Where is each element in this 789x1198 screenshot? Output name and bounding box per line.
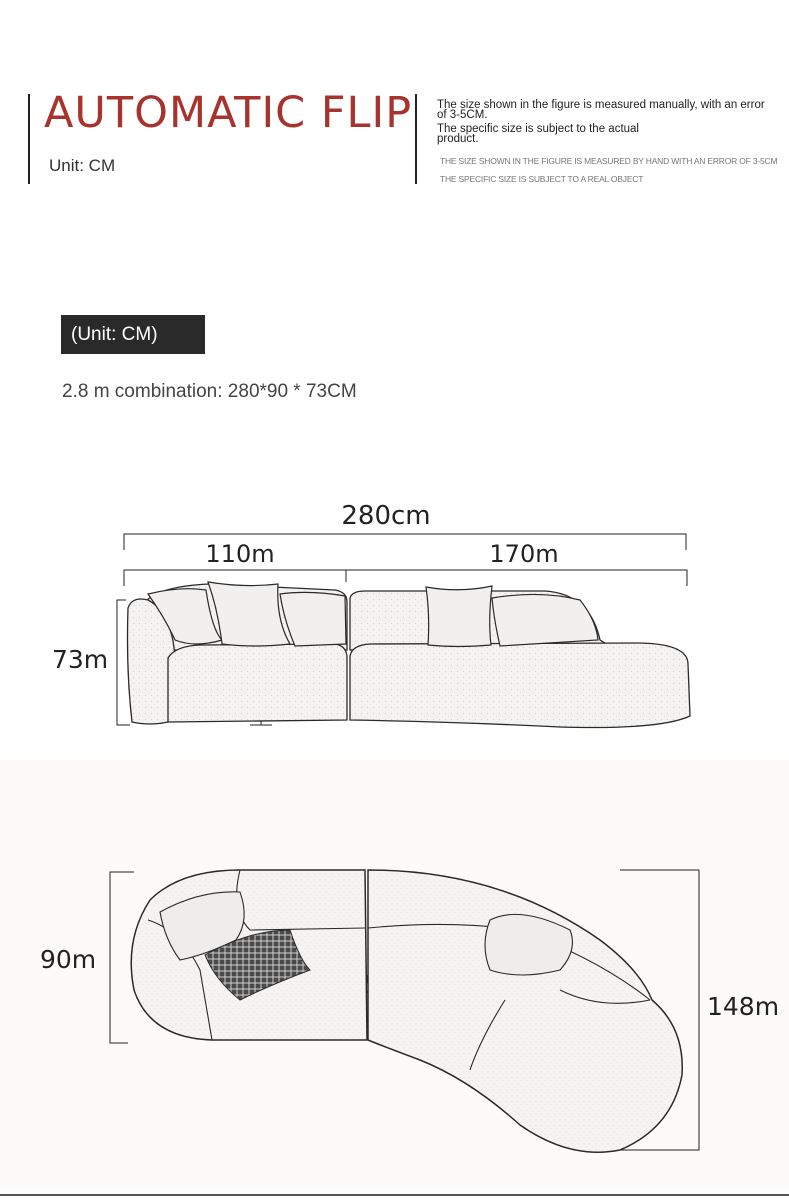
note-line-4: product. — [437, 133, 479, 145]
sofa-front-view — [0, 490, 789, 750]
unit-badge: (Unit: CM) — [61, 315, 205, 354]
front-height: 73m — [52, 645, 109, 674]
note-line-2: of 3-5CM. — [437, 109, 488, 121]
header-left-rule — [28, 94, 30, 184]
front-left-width: 110m — [205, 540, 275, 568]
sofa-top-view — [0, 860, 789, 1160]
top-chaise-depth: 148m — [707, 992, 780, 1021]
page-title: AUTOMATIC FLIP — [44, 88, 413, 138]
combination-spec: 2.8 m combination: 280*90 * 73CM — [62, 381, 357, 402]
front-total-width: 280cm — [341, 501, 431, 531]
note-line-3: The specific size is subject to the actual — [437, 123, 639, 135]
top-depth: 90m — [40, 945, 97, 974]
unit-label: Unit: CM — [49, 156, 116, 175]
header-divider — [415, 94, 417, 184]
note-small-2: THE SPECIFIC SIZE IS SUBJECT TO A REAL OBJECT — [440, 174, 644, 184]
front-right-width: 170m — [489, 540, 559, 568]
note-small-1: THE SIZE SHOWN IN THE FIGURE IS MEASURED BY HAND WITH AN ERROR OF 3-5CM — [440, 156, 778, 166]
note-line-1: The size shown in the figure is measured manually, with an error — [437, 99, 765, 111]
bottom-divider — [0, 1194, 789, 1196]
